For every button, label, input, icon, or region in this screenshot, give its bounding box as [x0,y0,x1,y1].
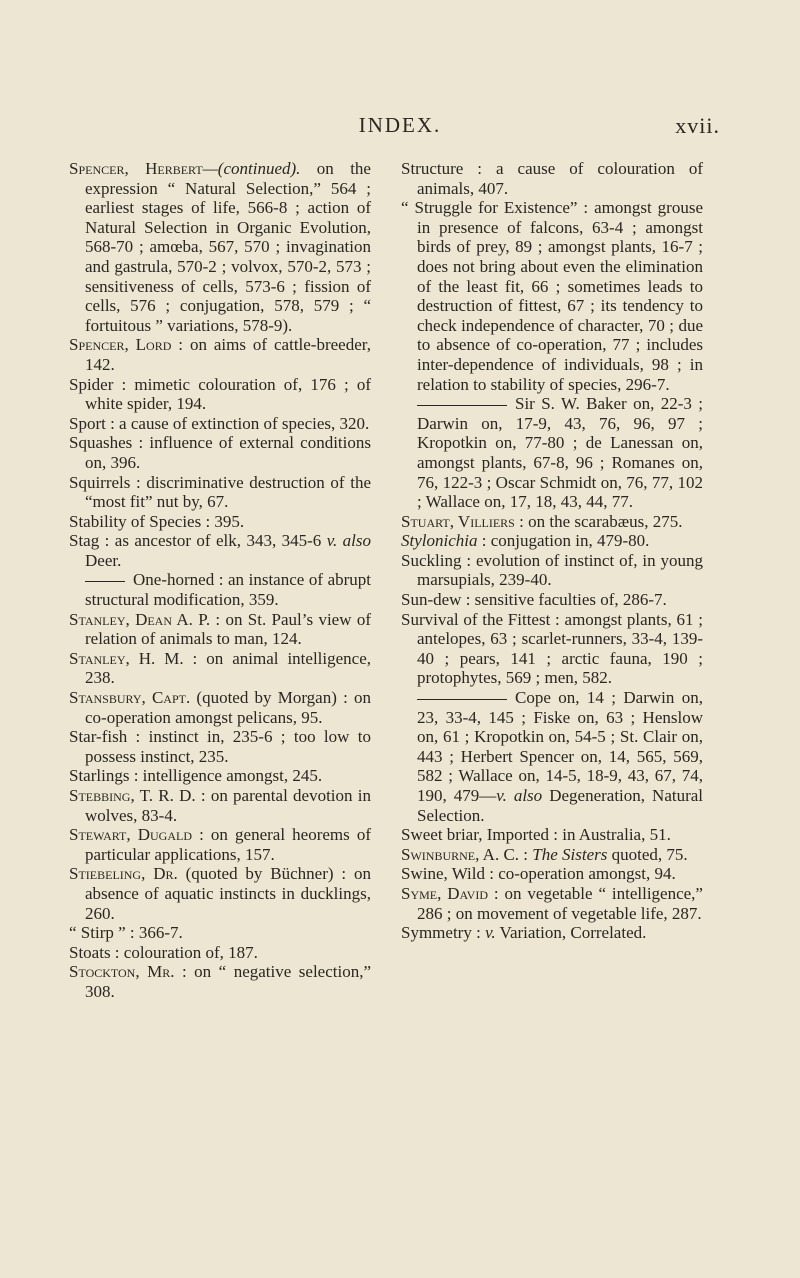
index-entry [401,551,703,590]
index-entry [401,610,703,688]
index-entry [69,962,371,1001]
index-entry [69,610,371,649]
index-entry [69,512,371,532]
entry-heading: Stebbing, T. R. D. [69,786,196,805]
entry-text: Starlings : intelligence amongst, 245. [69,766,323,786]
entry-heading: Syme, David [401,883,488,903]
index-column-right [401,159,703,943]
entry-heading: Stiebeling, Dr. [69,864,178,884]
index-entry [401,590,703,610]
entry-text: Structure : a cause of colouration of animals, 407. [401,159,703,198]
entry-text: : on vegetable “ intelligence,” 286 ; on movement of vegetable life, 287. [417,883,703,923]
entry-text: Sport : a cause of extinction of species, 320. [69,413,370,433]
entry-text: One-horned : an instance of abrupt structural modification, 359. [85,570,371,610]
index-entry [69,414,371,434]
index-entry [401,198,703,394]
entry-italic: The Sisters [532,844,608,864]
entry-heading: Spencer, Herbert [69,159,203,178]
entry-text: : conjugation in, 479-80. [477,531,650,551]
repeat-dash [417,699,507,700]
index-entry [69,943,371,963]
index-entry [401,845,703,865]
entry-text: Stag : as ancestor of elk, 343, 345-6 [69,531,327,551]
entry-text: : on St. Paul’s view of relation of animals to man, 124. [85,609,371,649]
entry-italic: v. also [496,786,543,805]
entry-italic: v. [485,923,496,943]
entry-text: : on “ negative selection,” 308. [85,962,371,1001]
page-title: INDEX. [358,113,442,137]
entry-heading: Swinburne, A. C. [401,844,520,864]
index-entry [401,688,703,825]
entry-text: : on animal intelligence, 238. [85,648,372,688]
entry-text: Swine, Wild : co-operation amongst, 94. [401,864,676,884]
index-entry [401,923,703,943]
index-entry [69,864,371,923]
entry-text: Spider : mimetic colouration of, 176 ; of white spider, 194. [69,374,371,414]
entry-heading: Stockton, Mr. [69,962,175,982]
entry-text: : on the scarabæus, 275. [514,511,683,531]
repeat-dash [417,405,507,406]
entry-text: Stability of Species : 395. [69,511,245,531]
entry-text: Survival of the Fittest : amongst plants, 61 ; antelopes, 63 ; scarlet-runners, 33-4, 139-40 ; pears, 141 ; arctic fauna, 190 ; protophytes, 569 ; men, 582. [401,609,703,688]
index-entry [69,688,371,727]
entry-text: : on parental devotion in wolves, 83-4. [85,786,371,825]
entry-text: Sun-dew : sensitive faculties of, 286-7. [401,590,667,610]
index-entry [69,786,371,825]
index-entry [69,825,371,864]
index-entry [401,512,703,532]
index-entry [69,727,371,766]
entry-text-tail: Variation, Correlated. [495,923,647,943]
index-entry [401,159,703,198]
entry-heading: Stanley, H. M. [69,648,184,668]
index-entry [69,923,371,943]
index-entry [401,825,703,845]
entry-qualifier: —(continued). [202,159,301,178]
entry-text-tail: quoted, 75. [607,844,688,864]
entry-text: (quoted by Büchner) : on absence of aquatic instincts in ducklings, 260. [85,864,372,923]
index-entry [69,335,371,374]
entry-text: Cope on, 14 ; Darwin on, 23, 33-4, 145 ; Fiske on, 63 ; Henslow on, 61 ; Kropotkin on, 54-5 ; St. Clair on, 443 ; Herbert Spencer on, 14, 565, 569, 582 ; Wallace on, 14-5, 18-9, 43, 67, 74, 190, 479— [417,688,703,805]
index-entry [401,531,703,551]
entry-italic: v. also [326,531,371,551]
index-entry [401,864,703,884]
entry-text: Squashes : influence of external conditions on, 396. [69,433,371,472]
entry-text: on the expression “ Natural Selection,” 564 ; earliest stages of life, 566-8 ; action of Natural Selection in Organic Evolution, 568-70 ; amœba, 567, 570 ; invagination and gastrula, 570-2 ; volvox, 570-2, 573 ; sensitiveness of cells, 573-6 ; fission of cells, 576 ; conjugation, 578, 579 ; “ fortuitous ” variations, 578-9). [85,159,371,335]
entry-heading: Stanley, Dean A. P. [69,609,211,629]
entry-text: : [519,844,533,864]
entry-text: Squirrels : discriminative destruction of the “most fit” nut by, 67. [69,472,371,512]
entry-text: Stoats : colouration of, 187. [69,942,258,962]
entry-text: (quoted by Morgan) : on co-operation amongst pelicans, 95. [85,688,371,727]
entry-heading: Stansbury, Capt. [69,688,191,708]
index-entry [401,394,703,512]
index-entry [69,766,371,786]
entry-text: : on aims of cattle-breeder, 142. [85,335,371,374]
entry-text: Symmetry : [401,923,486,943]
index-entry [69,531,371,570]
entry-text: : on general heorems of particular applications, 157. [85,825,371,864]
index-entry [69,649,371,688]
index-entry [69,375,371,414]
page-header [0,113,800,143]
index-entry [401,884,703,923]
entry-text: Suckling : evolution of instinct of, in young marsupials, 239-40. [401,550,703,590]
entry-text: “ Struggle for Existence” : amongst grouse in presence of falcons, 63-4 ; amongst birds of prey, 89 ; amongst plants, 16-7 ; does not bring about even the elimination of the least fit, 66 ; sometimes leads to destruction of fittest, 67 ; its tendency to check independence of character, 70 ; due to absence of co-operation, 77 ; includes inter-dependence of individuals, 98 ; in relation to stability of species, 296-7. [401,198,703,394]
index-entry [69,159,371,335]
entry-text: Sweet briar, Imported : in Australia, 51. [401,825,671,845]
page-number: xvii. [675,113,720,138]
entry-heading: Spencer, Lord [69,335,172,355]
index-entry [69,473,371,512]
entry-text-tail: Deer. [85,550,122,570]
entry-text: Sir S. W. Baker on, 22-3 ; Darwin on, 17-9, 43, 76, 96, 97 ; Kropotkin on, 77-80 ; de Lanessan on, amongst plants, 67-8, 96 ; Romanes on, 76, 122-3 ; Oscar Schmidt on, 76, 77, 102 ; Wallace on, 17, 18, 43, 44, 77. [417,394,703,512]
index-entry [69,433,371,472]
entry-text-tail: Degeneration, Natural Selection. [417,786,704,825]
entry-heading: Stylonichia [401,531,478,551]
repeat-dash [85,581,125,582]
entry-text: Star-fish : instinct in, 235-6 ; too low to possess instinct, 235. [69,727,371,766]
index-column-left [69,159,371,1002]
index-entry [69,570,371,609]
entry-heading: Stuart, Villiers [401,511,515,531]
entry-heading: Stewart, Dugald [69,825,193,845]
entry-text: “ Stirp ” : 366-7. [69,923,183,943]
